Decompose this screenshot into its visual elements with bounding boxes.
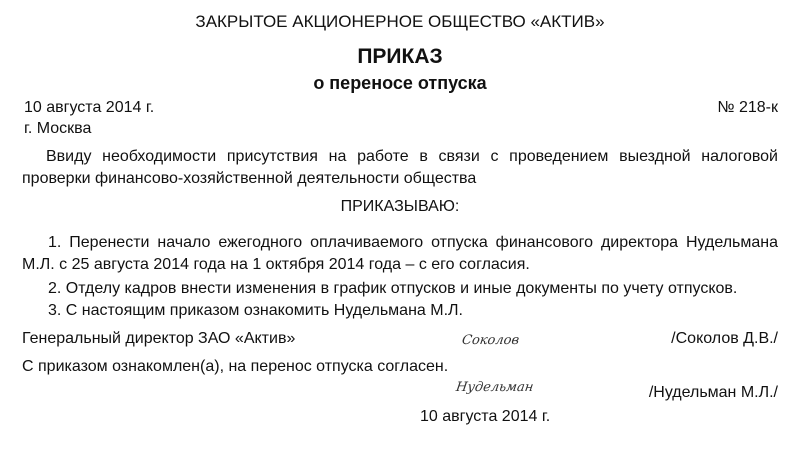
order-date: 10 августа 2014 г. — [24, 99, 155, 116]
director-handwritten-signature: Соколов — [460, 333, 521, 348]
order-city: г. Москва — [24, 120, 92, 137]
acknowledgement-text: С приказом ознакомлен(а), на перенос отпуска согласен. — [22, 358, 449, 375]
order-number: № 218-к — [717, 99, 778, 116]
acknowledgement-row — [22, 358, 778, 380]
employee-handwritten-signature: Нудельман — [454, 380, 535, 395]
preamble-text: Ввиду необходимости присутствия на работе в связи с проведением выездной налоговой проверки финансово-хозяйственной деятельности общества — [22, 148, 778, 187]
order-word: ПРИКАЗЫВАЮ: — [340, 198, 460, 215]
order-item-1: 1. Перенести начало ежегодного оплачиваемого отпуска финансового директора Нудельмана М.Л. с 25 августа 2014 года на 1 октября 2014 года – с его согласия. — [22, 234, 778, 273]
director-title: Генеральный директор ЗАО «Актив» — [22, 330, 296, 347]
director-name: /Соколов Д.В./ — [671, 330, 778, 347]
organization-name: ЗАКРЫТОЕ АКЦИОНЕРНОЕ ОБЩЕСТВО «АКТИВ» — [195, 12, 605, 31]
order-item-2: 2. Отделу кадров внести изменения в график отпусков и иные документы по учету отпусков. — [48, 280, 738, 297]
director-signature-row — [22, 330, 778, 352]
document-subject: о переносе отпуска — [313, 73, 487, 93]
document-title: ПРИКАЗ — [357, 45, 443, 68]
acknowledgement-date: 10 августа 2014 г. — [420, 408, 551, 425]
employee-signature-row — [22, 384, 778, 406]
order-item-3: 3. С настоящим приказом ознакомить Нудельмана М.Л. — [48, 302, 463, 319]
employee-name: /Нудельман М.Л./ — [648, 384, 778, 401]
